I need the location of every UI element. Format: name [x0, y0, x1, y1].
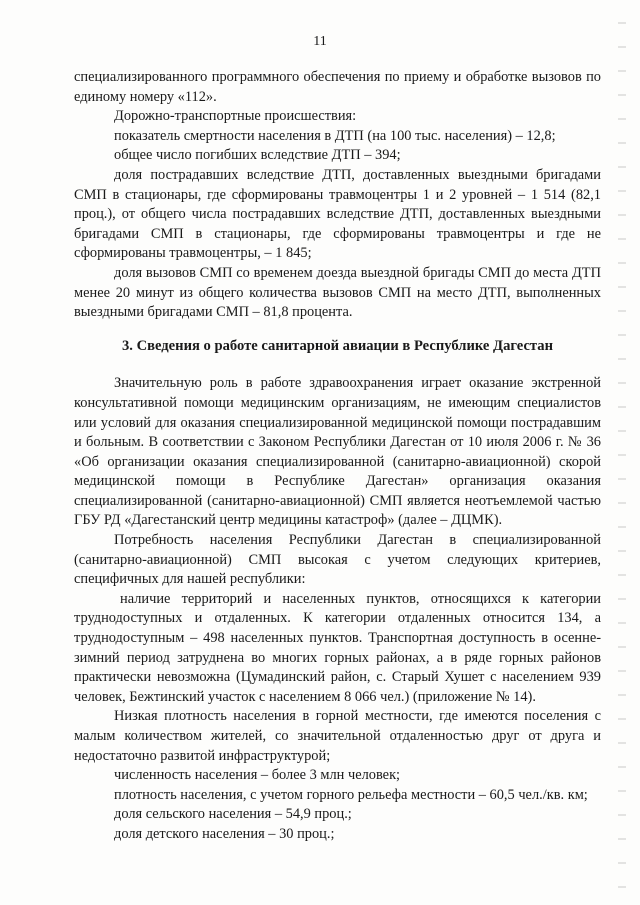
scan-edge-artifact: [618, 0, 626, 905]
paragraph: Потребность населения Республики Дагестан в специализированной (санитарно-авиационной) СМП высокая с учетом следующих критериев, специфичных для нашей республики:: [74, 532, 601, 588]
paragraph: Дорожно-транспортные происшествия:: [114, 108, 357, 125]
paragraph: доля сельского населения – 54,9 проц.;: [114, 806, 352, 823]
paragraph: плотность населения, с учетом горного рельефа местности – 60,5 чел./кв. км;: [114, 786, 588, 803]
paragraph: Значительную роль в работе здравоохранения играет оказание экстренной консультативной помощи медицинским организациям, не имеющим специалистов или условий для оказания специализированной медицинской помощи пострадавшим и больным. В соответствии с Законом Республики Дагестан от 10 июля 2006 г. № 36 «Об организации оказания специализированной (санитарно-авиационной) скорой медицинской помощи в Республике Дагестан» организация оказания специализированной (санитарно-авиационной) СМП является неотъемлемой частью ГБУ РД «Дагестанский центр медицины катастроф» (далее – ДЦМК).: [74, 375, 601, 529]
paragraph: наличие территорий и населенных пунктов, относящихся к категории труднодоступных и отдаленных. К категории отдаленных относится 134, а труднодоступным – 498 населенных пунктов. Транспортная доступность в осенне-зимний период затруднена во многих горных районах, а в ряде горных районов практически невозможна (Цумадинский район, с. Старый Хушет с населением 939 человек, Бежтинский участок с населением 8 066 чел.) (приложение № 14).: [74, 590, 601, 705]
page-number: 11: [313, 34, 327, 49]
paragraph: доля вызовов СМП со временем доезда выездной бригады СМП до места ДТП менее 20 минут из общего количества вызовов СМП на место ДТП, выполненных выездными бригадами СМП – 81,8 процента.: [74, 264, 601, 321]
paragraph: доля пострадавших вследствие ДТП, доставленных выездными бригадами СМП в стационары, где сформированы травмоцентры 1 и 2 уровней – 1 514 (82,1 проц.), от общего числа пострадавших вследствие ДТП, доставленных выездными бригадами СМП в стационары, где сформированы травмоцентры и где не сформированы травмоцентры, – 1 845;: [74, 166, 601, 262]
document-body: [74, 68, 601, 845]
paragraph: численность населения – более 3 млн человек;: [114, 767, 401, 784]
paragraph: показатель смертности населения в ДТП (на 100 тыс. населения) – 12,8;: [114, 127, 556, 144]
paragraph: общее число погибших вследствие ДТП – 394;: [114, 147, 401, 164]
paragraph: специализированного программного обеспечения по приему и обработке вызовов по единому номеру «112».: [74, 69, 601, 105]
paragraph: доля детского населения – 30 проц.;: [114, 825, 335, 842]
section-heading: 3. Сведения о работе санитарной авиации в Республике Дагестан: [122, 337, 553, 354]
paragraph: Низкая плотность населения в горной местности, где имеются поселения с малым количеством жителей, со значительной отдаленностью друг от друга и недостаточно развитой инфраструктурой;: [74, 708, 601, 764]
